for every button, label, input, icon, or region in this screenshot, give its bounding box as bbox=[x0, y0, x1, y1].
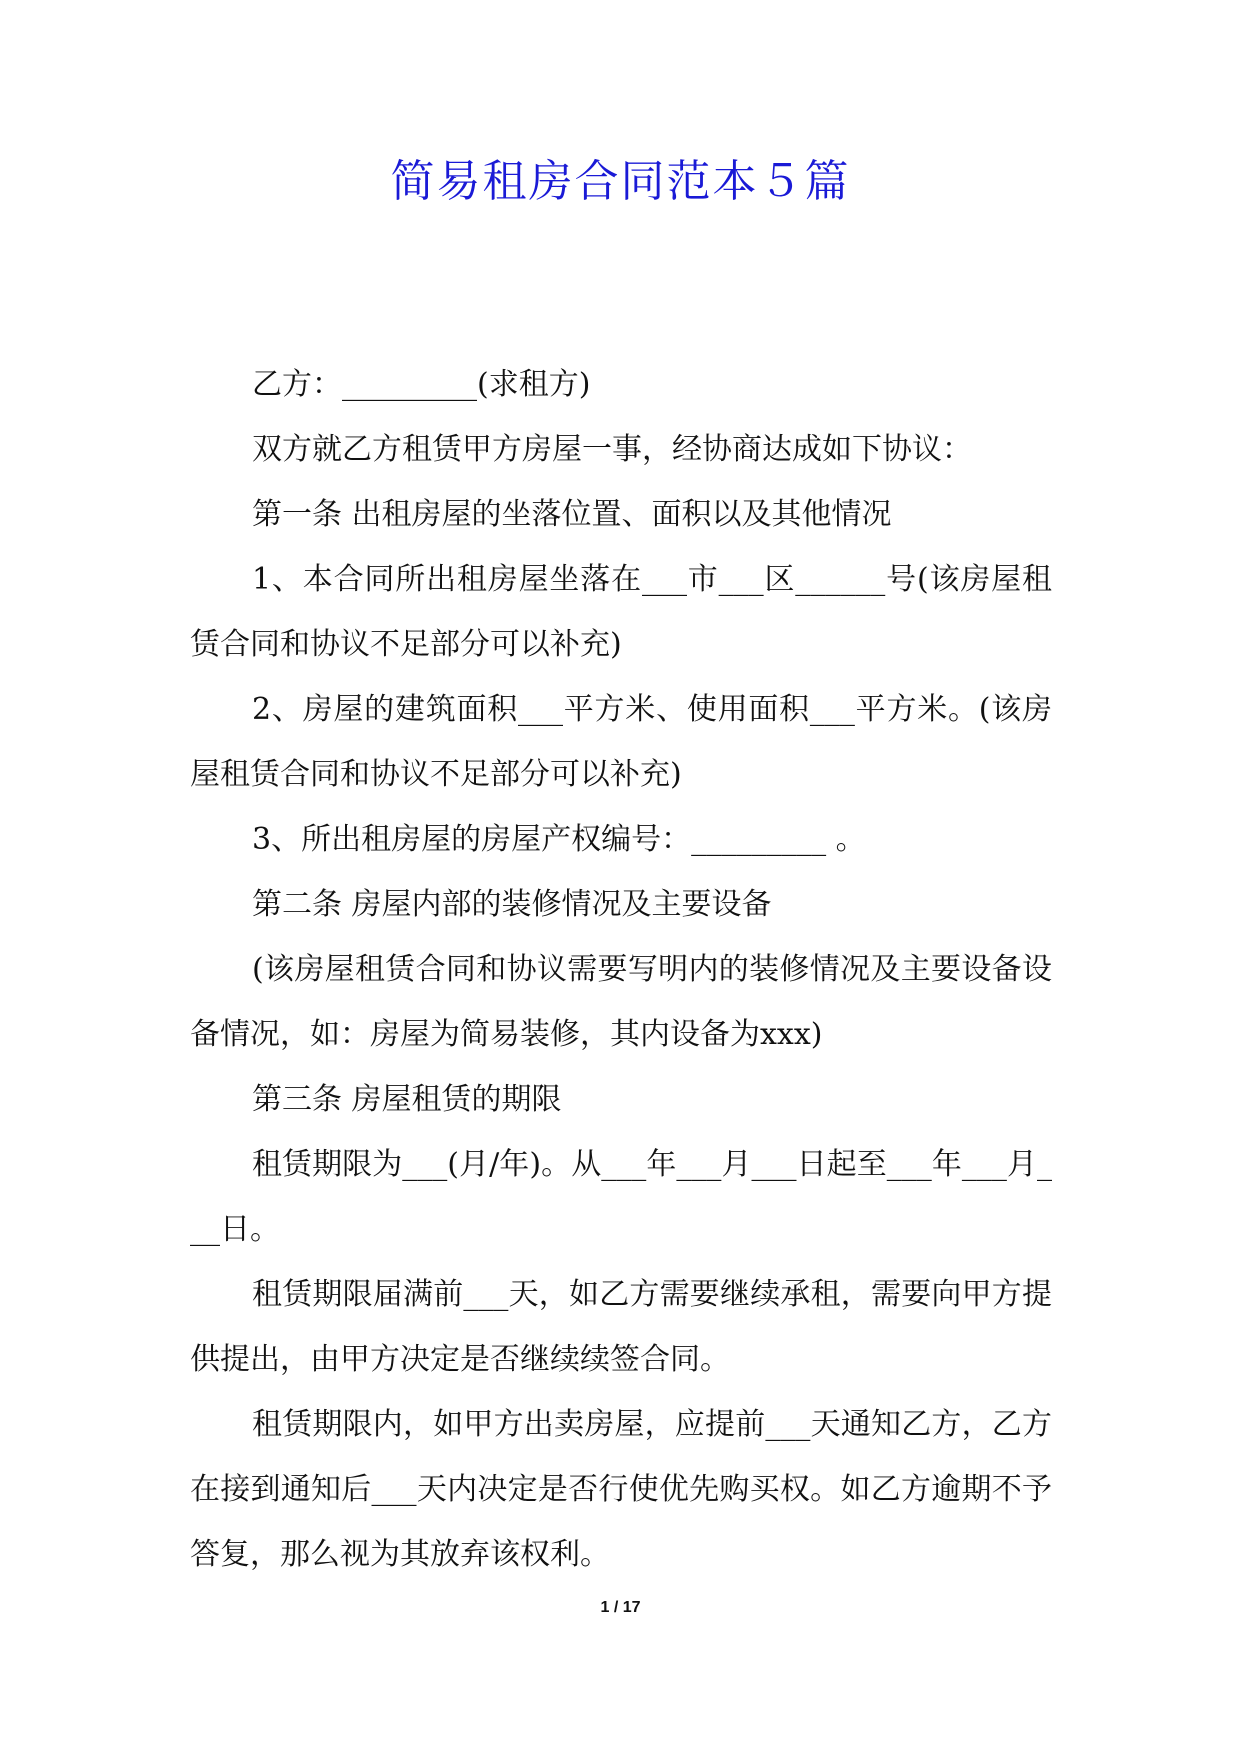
paragraph-article-3-heading: 第三条 房屋租赁的期限 bbox=[252, 1082, 562, 1117]
document-title: 简易租房合同范本５篇 bbox=[390, 156, 851, 207]
paragraph-article-2-body: (该房屋租赁合同和协议需要写明内的装修情况及主要设备设备情况，如：房屋为简易装修，其内设备为xxx) bbox=[190, 952, 1052, 1052]
paragraph-article-1-item-1: 1、本合同所出租房屋坐落在___市___区______号(该房屋租赁合同和协议不足部分可以补充) bbox=[190, 562, 1052, 662]
paragraph-article-1-item-2: 2、房屋的建筑面积___平方米、使用面积___平方米。(该房屋租赁合同和协议不足部分可以补充) bbox=[190, 692, 1052, 792]
paragraph-agreement-intro: 双方就乙方租赁甲方房屋一事，经协商达成如下协议： bbox=[252, 432, 972, 467]
paragraph-article-2-heading: 第二条 房屋内部的装修情况及主要设备 bbox=[252, 887, 772, 922]
paragraph-article-1-item-3: 3、所出租房屋的房屋产权编号：_________ 。 bbox=[252, 822, 866, 857]
page-number: 1 / 17 bbox=[600, 1599, 641, 1616]
paragraph-preemptive-right: 租赁期限内，如甲方出卖房屋，应提前___天通知乙方，乙方在接到通知后___天内决定是否行使优先购买权。如乙方逾期不予答复，那么视为其放弃该权利。 bbox=[190, 1407, 1052, 1572]
paragraph-party-b: 乙方：_________(求租方) bbox=[252, 367, 591, 402]
paragraph-lease-term: 租赁期限为___(月/年)。从___年___月___日起至___年___月___日。 bbox=[190, 1147, 1052, 1247]
paragraph-article-1-heading: 第一条 出租房屋的坐落位置、面积以及其他情况 bbox=[252, 497, 892, 532]
paragraph-lease-renewal: 租赁期限届满前___天，如乙方需要继续承租，需要向甲方提供提出，由甲方决定是否继续续签合同。 bbox=[190, 1277, 1052, 1377]
document-body bbox=[190, 352, 1052, 1587]
